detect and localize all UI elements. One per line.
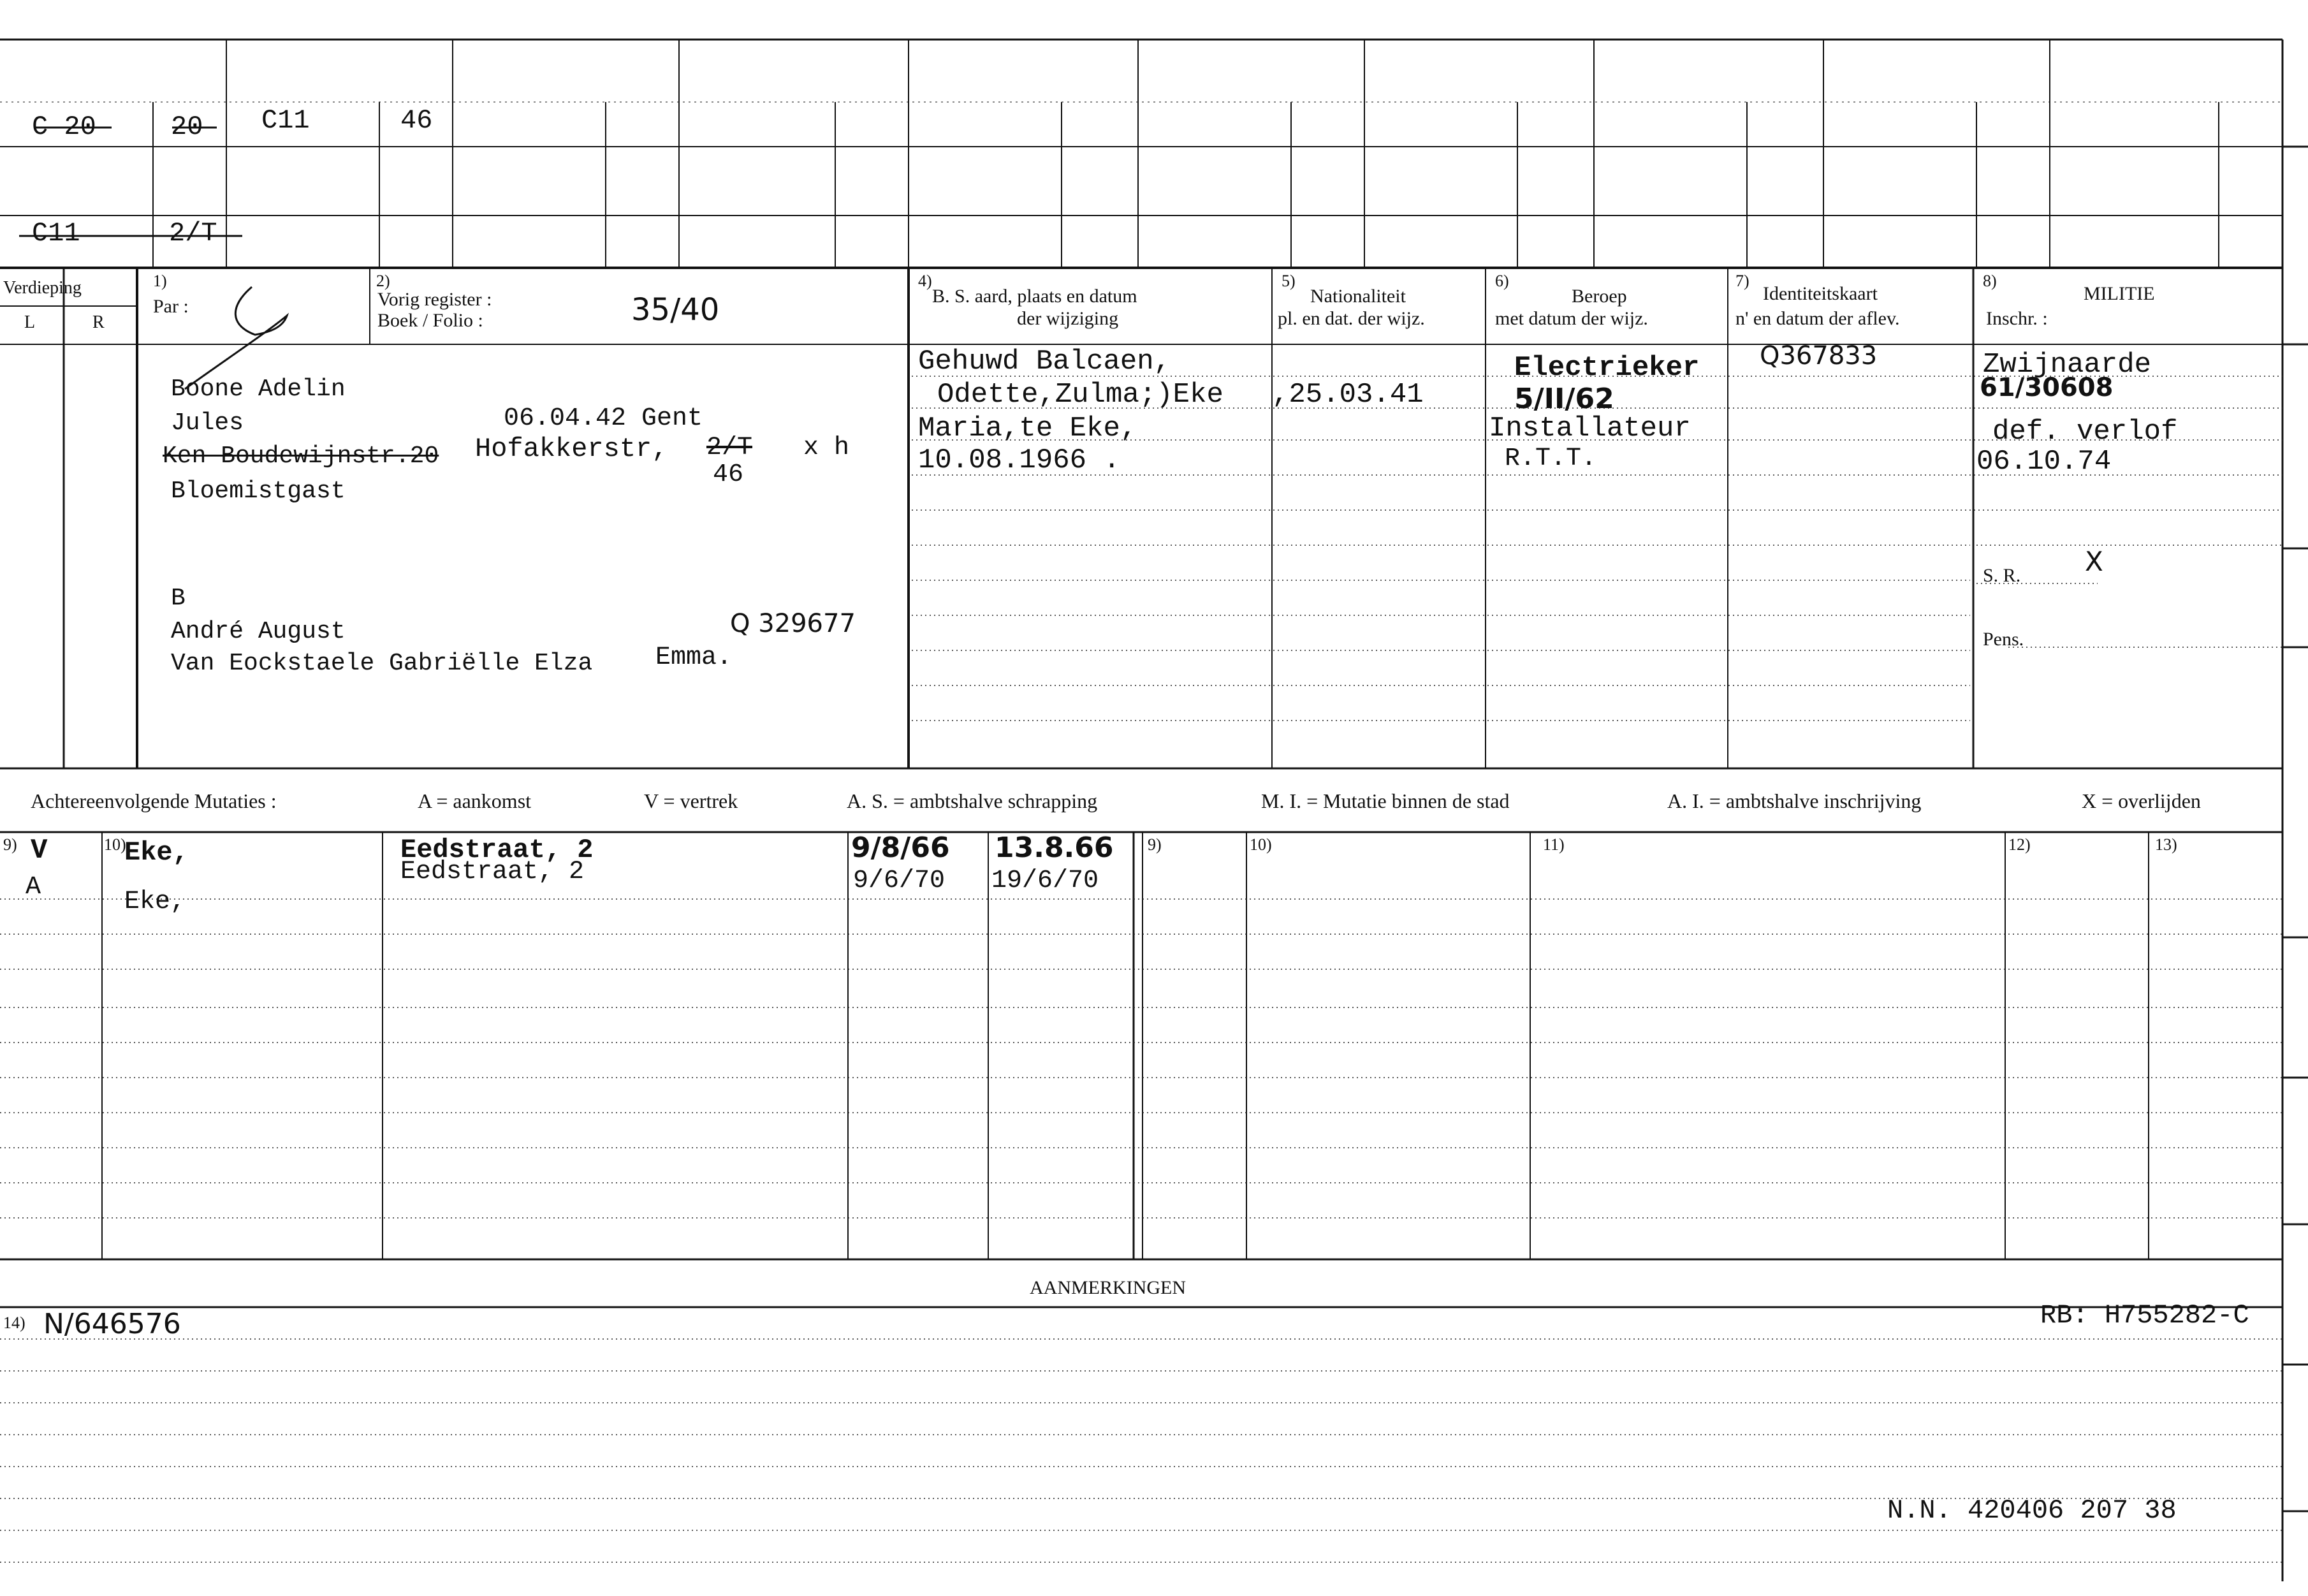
col-10-label: 10) — [104, 835, 126, 854]
sr-value: X — [2085, 546, 2103, 577]
n1-label: 1) — [153, 272, 167, 290]
parents-extra: Emma. — [655, 643, 733, 672]
n2-label: 2) — [376, 272, 390, 290]
nationaliteit-label-1: Nationaliteit — [1310, 286, 1406, 307]
code-r1c3: C11 — [261, 105, 310, 136]
militie-place: Zwijnaarde — [1983, 349, 2152, 381]
aanmerkingen-title: AANMERKINGEN — [1030, 1277, 1186, 1298]
legend-x: X = overlijden — [2082, 789, 2201, 812]
inschr-label: Inschr. : — [1986, 308, 2048, 329]
legend-ai: A. I. = ambtshalve inschrijving — [1667, 789, 1922, 812]
signature-mark — [185, 287, 287, 389]
legend-a: A = aankomst — [418, 789, 532, 812]
col-12-label: 12) — [2008, 835, 2031, 854]
person-address-sup: 46 — [713, 460, 744, 489]
n7-label: 7) — [1735, 272, 1749, 290]
person-line4: Bloemistgast — [171, 478, 346, 505]
parents-line: Van Eockstaele Gabriëlle Elza — [171, 650, 593, 677]
spouse-id: Q 329677 — [730, 609, 856, 638]
nn-number: N.N. 420406 207 38 — [1887, 1495, 2177, 1526]
mutatie-date2: 13.8.66 — [995, 831, 1114, 864]
mutatie-date1: 9/6/70 — [853, 867, 946, 895]
person-mark: x h — [803, 434, 850, 462]
identiteit-label-1: Identiteitskaart — [1763, 283, 1878, 304]
col-10b-label: 10) — [1250, 835, 1272, 854]
person-birth: 06.04.42 Gent — [504, 404, 703, 433]
militie-label: MILITIE — [2084, 283, 2155, 304]
verdieping-label: Verdieping — [3, 278, 82, 298]
beroep-line1: Electrieker — [1514, 352, 1700, 384]
nationaliteit-label-2: pl. en dat. der wijz. — [1278, 308, 1425, 329]
n14-label: 14) — [3, 1314, 26, 1332]
beroep-line3: Installateur — [1489, 413, 1691, 444]
mutatie-adres: Eedstraat, 2 — [400, 835, 594, 865]
mutatie-adres: Eedstraat, 2 — [400, 858, 585, 886]
person-line2: Jules — [171, 409, 244, 437]
col-13-label: 13) — [2155, 835, 2177, 854]
col-9b-label: 9) — [1148, 835, 1162, 854]
col-9-label: 9) — [3, 835, 17, 854]
person-old-address: Ken Boudewijnstr.20 — [163, 443, 439, 470]
nationaliteit-value: ,25.03.41 — [1272, 379, 1424, 411]
n5-label: 5) — [1282, 272, 1296, 290]
l-label: L — [24, 312, 36, 332]
code-r1c1: C 20 — [32, 112, 96, 142]
pens-label: Pens. — [1983, 629, 2024, 650]
rb-number: RB: H755282-C — [2040, 1300, 2249, 1331]
bs-line1: Gehuwd Balcaen, — [918, 346, 1171, 377]
legend-v: V = vertrek — [644, 789, 738, 812]
militie-number: 61/30608 — [1980, 373, 2114, 402]
bs-aard-label-2: der wijziging — [1017, 308, 1119, 329]
bs-aard-label-1: B. S. aard, plaats en datum — [932, 286, 1137, 307]
militie-date: 06.10.74 — [1976, 446, 2112, 478]
identiteit-value: Q367833 — [1760, 341, 1878, 370]
legend-mi: M. I. = Mutatie binnen de stad — [1261, 789, 1510, 812]
beroep-label-2: met datum der wijz. — [1495, 308, 1648, 329]
mutatie-type: V — [31, 835, 48, 867]
aanmerkingen-value: N/646576 — [43, 1308, 181, 1340]
person-new-address: Hofakkerstr, — [475, 434, 668, 464]
legend-as: A. S. = ambtshalve schrapping — [847, 789, 1098, 812]
code-r1c4: 46 — [400, 105, 433, 136]
code-r3c2: 2/T — [169, 218, 217, 249]
mutatie-gemeente: Eke, — [124, 837, 189, 868]
code-r1c2: 20 — [171, 112, 203, 142]
n8-label: 8) — [1983, 272, 1997, 290]
mutatie-type: A — [26, 873, 41, 902]
col-11-label: 11) — [1543, 835, 1565, 854]
bs-line4: 10.08.1966 . — [918, 444, 1120, 476]
sr-label: S. R. — [1983, 565, 2021, 586]
mutatie-date2: 19/6/70 — [991, 867, 1099, 895]
person-line1: Boone Adelin — [171, 376, 346, 403]
mutatie-date1: 9/8/66 — [851, 831, 950, 864]
beroep-label-1: Beroep — [1572, 286, 1627, 307]
identiteit-label-2: n' en datum der aflev. — [1735, 308, 1900, 329]
bs-line2: Odette,Zulma;)Eke — [937, 379, 1223, 411]
militie-verlof: def. verlof — [1992, 416, 2178, 448]
boek-folio-label: Boek / Folio : — [377, 310, 483, 331]
r-label: R — [92, 312, 105, 332]
beroep-line2: 5/II/62 — [1514, 383, 1614, 415]
spouse-line: André August — [171, 618, 346, 645]
person-b-letter: B — [171, 585, 186, 612]
mutaties-title: Achtereenvolgende Mutaties : — [31, 789, 277, 812]
person-new-address-num: 2/T — [706, 434, 753, 462]
n6-label: 6) — [1495, 272, 1509, 290]
par-label: Par : — [153, 296, 189, 317]
bs-line3: Maria,te Eke, — [918, 413, 1137, 444]
boek-folio-value: 35/40 — [631, 292, 720, 328]
mutatie-gemeente: Eke, — [124, 888, 186, 916]
n4-label: 4) — [918, 272, 932, 290]
vorig-register-label: Vorig register : — [377, 289, 492, 310]
beroep-line4: R.T.T. — [1505, 444, 1597, 473]
code-r3c1: C11 — [32, 218, 80, 249]
